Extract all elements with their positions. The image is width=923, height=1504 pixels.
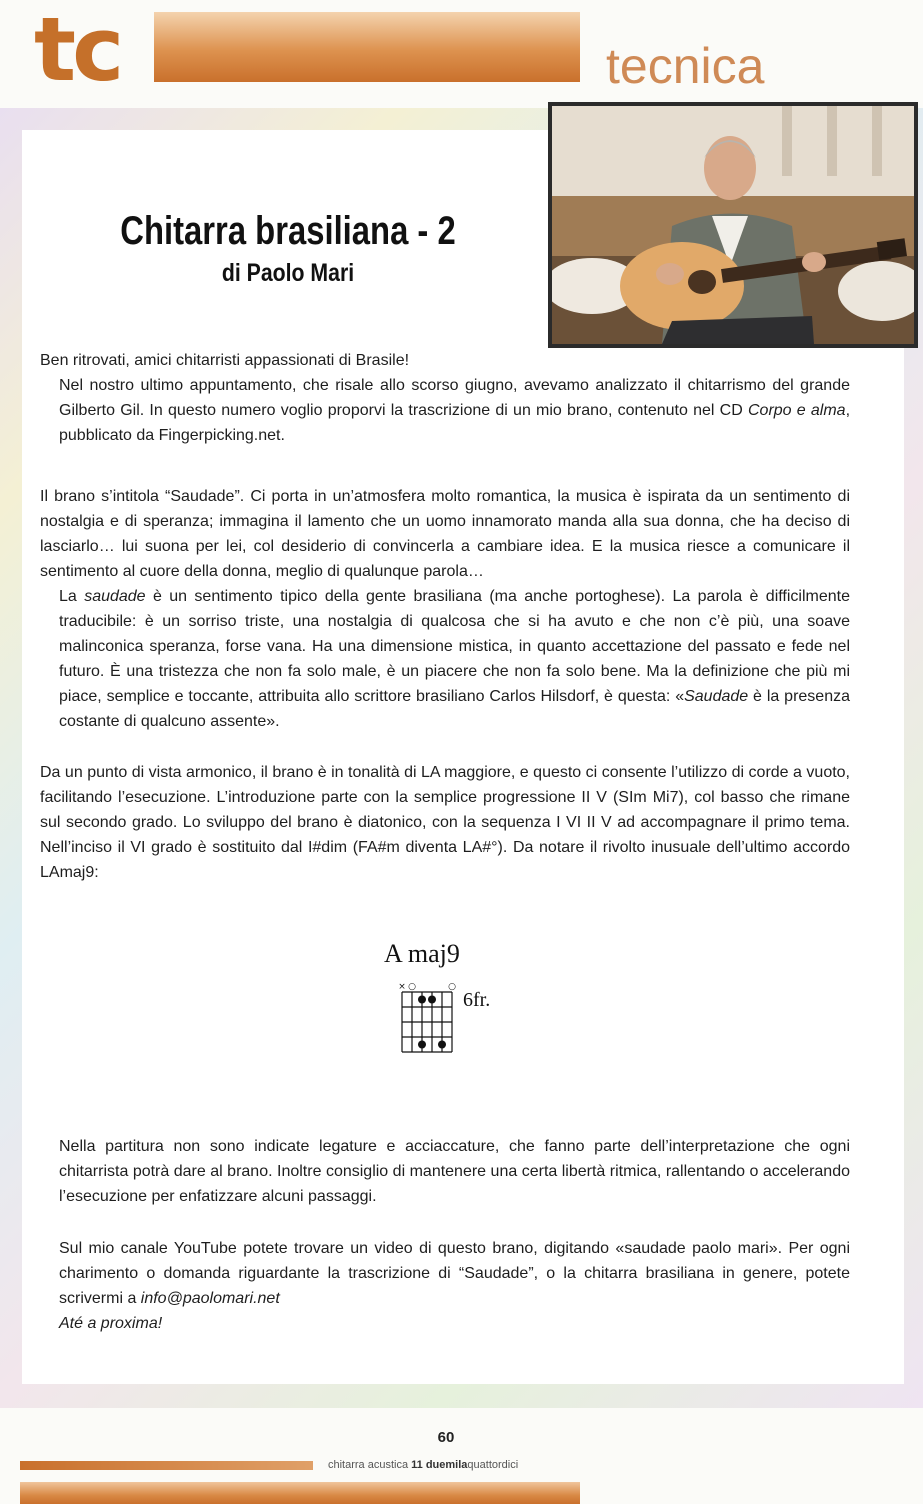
article-byline: di Paolo Mari bbox=[221, 259, 355, 287]
article-section-harmony bbox=[40, 760, 850, 885]
contact-email: info@paolomari.net bbox=[140, 1290, 280, 1307]
finger-dot bbox=[418, 1041, 426, 1049]
header-bar bbox=[154, 12, 580, 82]
article-section-interpretation bbox=[40, 1134, 850, 1209]
article-section-saudade bbox=[40, 484, 850, 734]
open-string-marker: ○ bbox=[408, 982, 416, 992]
guitarist-illustration bbox=[552, 106, 914, 344]
footer-bar bbox=[20, 1461, 313, 1470]
muted-string-marker: × bbox=[398, 982, 406, 992]
author-photo bbox=[548, 102, 918, 348]
section-logo: tc bbox=[34, 0, 121, 101]
finger-dot bbox=[428, 996, 436, 1004]
intro-paragraph: Nel nostro ultimo appuntamento, che risale allo scorso giugno, avevamo analizzato il chitarrismo del grande Gilberto Gil. In questo numero voglio proporvi la trascrizione di un mio brano, contenuto nel CD Corpo e alma, pubblicato da Fingerpicking.net. bbox=[59, 377, 851, 444]
article-intro bbox=[40, 348, 850, 448]
chord-fret-label: 6fr. bbox=[463, 989, 491, 1011]
page-number: 60 bbox=[437, 1429, 455, 1446]
footer-band bbox=[20, 1482, 580, 1504]
chord-diagram bbox=[392, 980, 462, 1062]
paragraph-song: Il brano s’intitola “Saudade”. Ci porta in un’atmosfera molto romantica, la musica è ispirata da un sentimento di nostalgia e di speranza; immagina il lamento che un uomo innamorato manda alla sua donna, che ha deciso di lasciarlo… lui suona per lei, col desiderio di convincerla a cambiare idea. E la musica riesce a comunicare il sentimento al cuore della donna, meglio di qualunque parola… bbox=[40, 488, 850, 580]
section-label: tecnica bbox=[606, 38, 765, 94]
paragraph-definition: La saudade è un sentimento tipico della gente brasiliana (ma anche portoghese). La parola è difficilmente traducibile: è un sorriso triste, una nostalgia di qualcosa che si ha avuto e che non c’è più, una soave malinconica speranza, forse vana. Ha una dimensione mistica, in quanto accettazione del passato e fede nel futuro. È una tristezza che non fa solo male, è un piacere che non fa solo bene. Ma la definizione che più mi piace, semplice e toccante, attribuita allo scrittore brasiliano Carlos Hilsdorf, è questa: «Saudade è la presenza costante di qualcuno assente». bbox=[59, 588, 850, 730]
cd-title: Corpo e alma bbox=[747, 402, 846, 419]
article-section-closing bbox=[40, 1236, 850, 1336]
open-string-marker: ○ bbox=[448, 982, 456, 992]
finger-dot bbox=[438, 1041, 446, 1049]
paragraph-contact: Sul mio canale YouTube potete trovare un video di questo brano, digitando «saudade paolo mari». Per ogni charimento o domanda riguardante la trascrizione di “Saudade”, o la chitarra brasiliana in genere, potete scrivermi a info@paolomari.net bbox=[59, 1240, 850, 1307]
closing-line: Até a proxima! bbox=[59, 1315, 163, 1332]
paragraph-interpretation: Nella partitura non sono indicate legature e acciaccature, che fanno parte dell’interpretazione che ogni chitarrista potrà dare al brano. Inoltre consiglio di mantenere una certa libertà ritmica, rallentando o accelerando l’esecuzione per enfatizzare alcuni passaggi. bbox=[59, 1138, 850, 1205]
article-title: Chitarra brasiliana - 2 bbox=[120, 209, 456, 253]
finger-dot bbox=[418, 996, 426, 1004]
greeting-line: Ben ritrovati, amici chitarristi appassionati di Brasile! bbox=[40, 352, 410, 369]
paragraph-harmony: Da un punto di vista armonico, il brano è in tonalità di LA maggiore, e questo ci consente l’utilizzo di corde a vuoto, facilitando l’esecuzione. L’introduzione parte con la semplice progressione II V (SIm Mi7), col basso che rimane sul secondo grado. Lo sviluppo del brano è diatonico, con la sequenza I VI II V ad accompagnare il primo tema. Nell’inciso il VI grado è sostituito dal I#dim (FA#m diventa LA#°). Da notare il rivolto inusuale dell’ultimo accordo LAmaj9: bbox=[40, 764, 850, 881]
publication-info: chitarra acustica 11 duemilaquattordici bbox=[328, 1459, 519, 1471]
chord-name: A maj9 bbox=[384, 939, 460, 968]
